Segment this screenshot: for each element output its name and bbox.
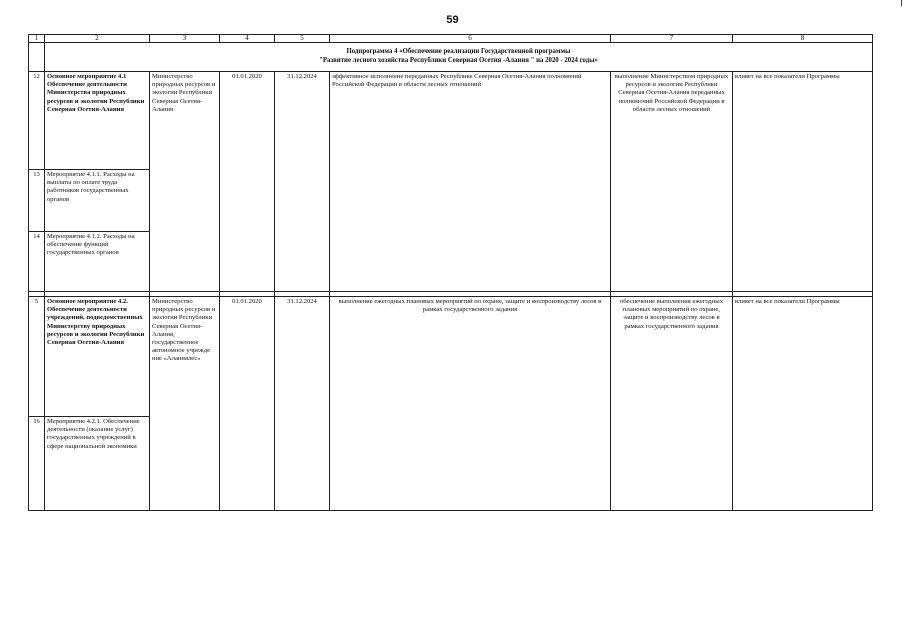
scan-artifact xyxy=(901,0,902,6)
col-header-8: 8 xyxy=(733,35,873,43)
outcome: выполнение Министерством природных ресурсов и экологии Республики Северная Осетия-Алания переданных полномочий Российской Федерации в области лесных отношений xyxy=(611,72,733,292)
col-header-7: 7 xyxy=(611,35,733,43)
subprogram-row xyxy=(29,43,873,72)
row-number: 12 xyxy=(29,72,45,170)
expected-result: эффективное исполнение переданных Республике Северная Осетия-Алания полномочий Российской Федерации в области лесных отношений xyxy=(330,72,611,292)
subprogram-line-2: "Развитие лесного хозяйства Республики Северная Осетия -Алания " на 2020 - 2024 годы» xyxy=(319,56,598,64)
subprogram-line-1: Подпрограмма 4 «Обеспечение реализации Государственной программы xyxy=(346,48,571,55)
row-number: 5 xyxy=(29,297,45,417)
col-header-2: 2 xyxy=(45,35,150,43)
col-header-3: 3 xyxy=(150,35,220,43)
executor: Министерство природных ресурсов и экологии Республики Северная Осетия-Алания, государственное автономное учрежде ние «Аланиялес» xyxy=(150,297,220,511)
indicators-link: влияет на все показатели Программы xyxy=(733,297,873,511)
col-header-5: 5 xyxy=(275,35,330,43)
col-header-4: 4 xyxy=(220,35,275,43)
row-number: 16 xyxy=(29,417,45,511)
executor: Министерство природных ресурсов и экологии Республики Северная Осетия-Алания xyxy=(150,72,220,292)
indicators-link: влияет на все показатели Программы xyxy=(733,72,873,292)
expected-result: выполнение ежегодных плановых мероприятий по охране, защите и воспроизводству лесов в рамках государственного задания xyxy=(330,297,611,511)
start-date: 01.01.2020 xyxy=(220,72,275,292)
main-activity-name: Основное мероприятие 4.2. Обеспечение деятельности учреждений, подведомственных Министерству природных ресурсов и экологии Республики Северная Осетия-Алания xyxy=(45,297,150,417)
row-number: 13 xyxy=(29,170,45,232)
main-activity-name: Основное мероприятие 4.1 Обеспечение деятельности Министерства природных ресурсов и экологии Республики Северная Осетия-Алания xyxy=(45,72,150,170)
page-number: 59 xyxy=(446,14,459,26)
col-header-1: 1 xyxy=(29,35,45,43)
end-date: 31.12.2024 xyxy=(275,72,330,292)
subprogram-title xyxy=(45,43,873,72)
activities-table xyxy=(28,34,873,511)
row-number: 14 xyxy=(29,232,45,292)
end-date: 31.12.2024 xyxy=(275,297,330,511)
column-number-row xyxy=(29,35,873,43)
activity-name: Мероприятие 4.2.1. Обеспечение деятельности (оказание услуг) государственных учреждений в сфере национальной экономики xyxy=(45,417,150,511)
outcome: обеспечение выполнения ежегодных плановых мероприятий по охране, защите и воспроизводству лесов в рамках государственного задания xyxy=(611,297,733,511)
activity-name: Мероприятие 4.1.1. Расходы на выплаты по оплате труда работников государственных органов xyxy=(45,170,150,232)
table-row-15 xyxy=(29,297,873,417)
col-header-6: 6 xyxy=(330,35,611,43)
activity-name: Мероприятие 4.1.2. Расходы на обеспечение функций государственных органов xyxy=(45,232,150,292)
table-row-12 xyxy=(29,72,873,170)
start-date: 01.01.2020 xyxy=(220,297,275,511)
